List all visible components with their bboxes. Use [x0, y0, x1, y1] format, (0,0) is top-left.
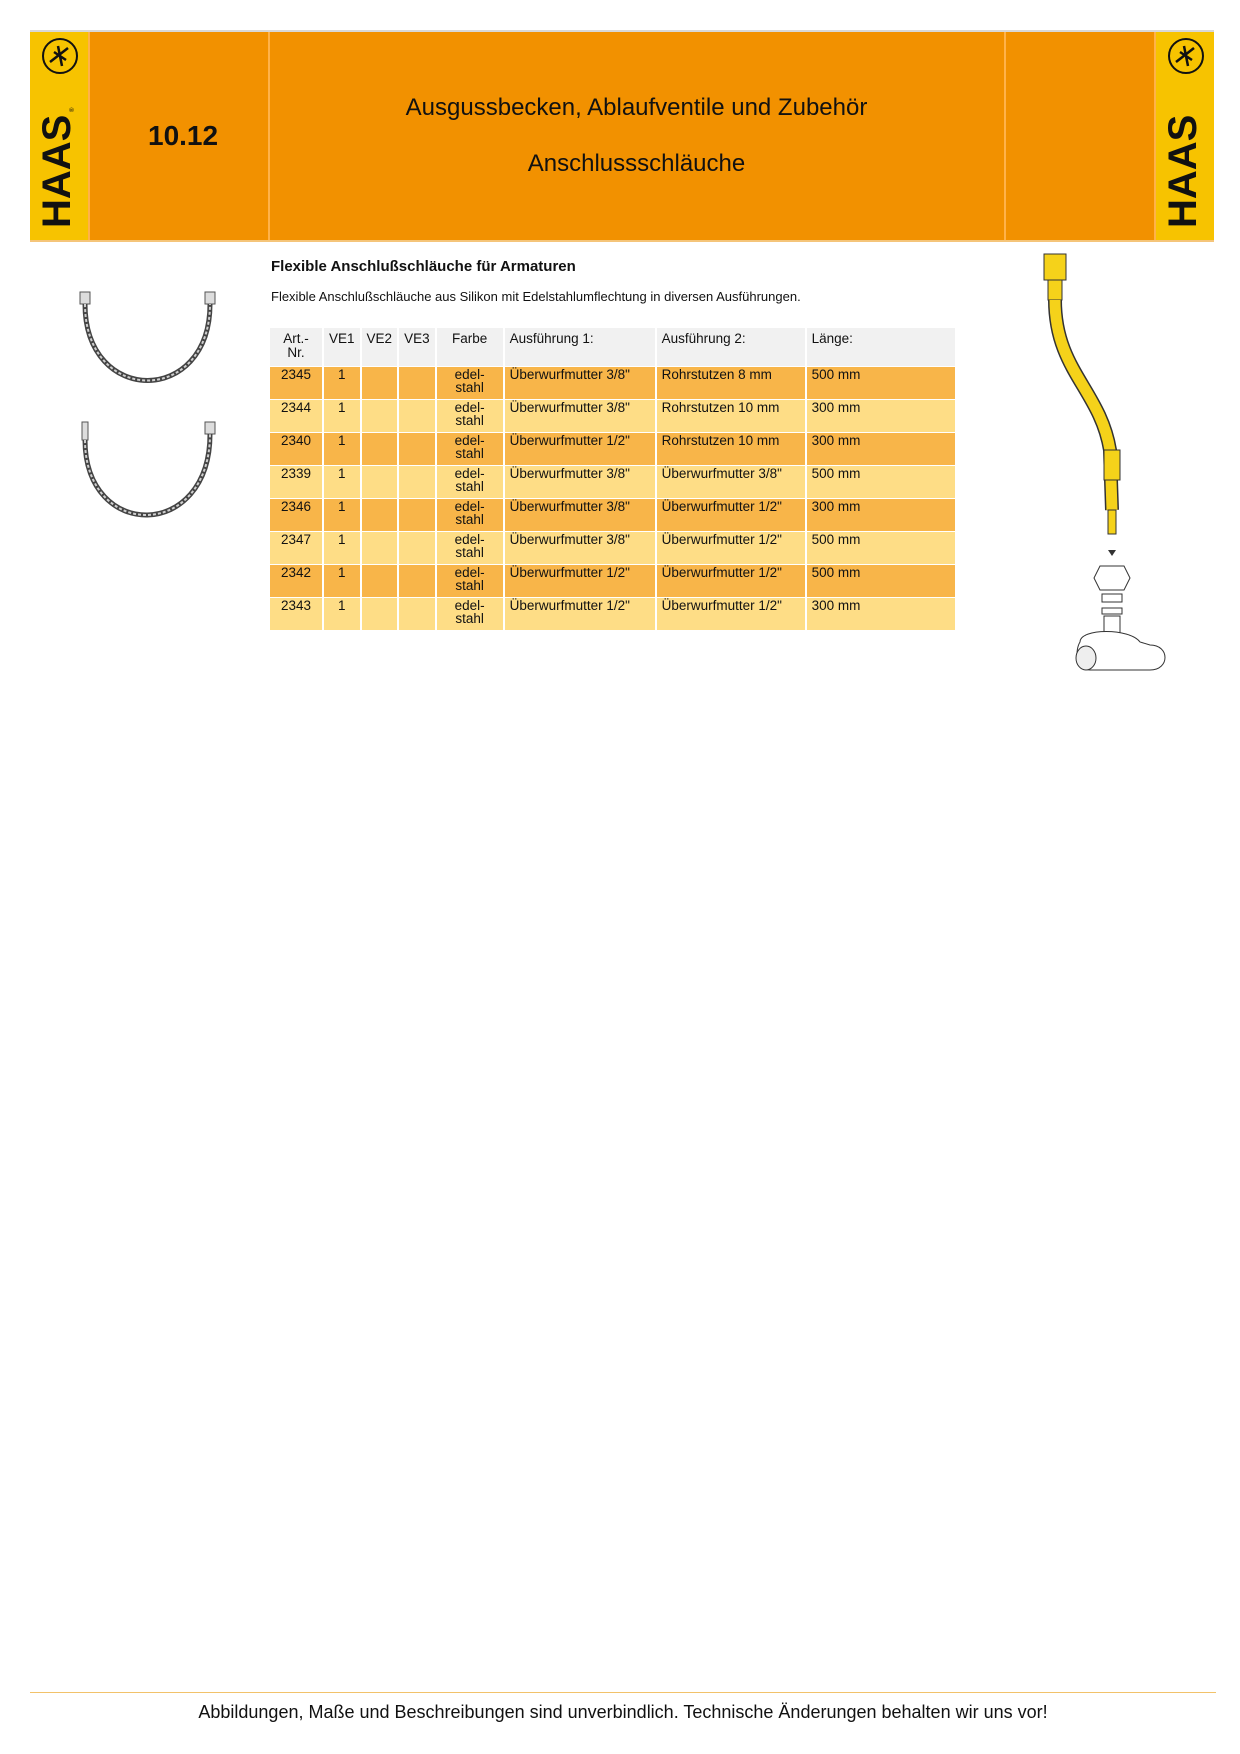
column-header: Farbe — [437, 328, 503, 366]
svg-text:HAAS: HAAS — [35, 114, 79, 228]
ve3-cell — [399, 400, 435, 432]
catalog-code: 10.12 — [148, 120, 219, 151]
execution2-cell: Rohrstutzen 8 mm — [657, 367, 805, 399]
length-cell: 300 mm — [807, 499, 955, 531]
color-cell: edel- stahl — [437, 367, 503, 399]
execution1-cell: Überwurfmutter 3/8" — [505, 367, 655, 399]
brand-logo-right — [1156, 32, 1214, 240]
ve1-cell: 1 — [324, 532, 360, 564]
color-cell: edel- stahl — [437, 400, 503, 432]
table-row — [270, 499, 955, 531]
hose-assembly-image — [1020, 250, 1200, 680]
execution1-cell: Überwurfmutter 3/8" — [505, 466, 655, 498]
color-cell: edel- stahl — [437, 565, 503, 597]
ve1-cell: 1 — [324, 466, 360, 498]
ve2-cell — [362, 598, 398, 630]
article-number-cell: 2345 — [270, 367, 322, 399]
table-row — [270, 532, 955, 564]
page-subtitle: Anschlussschläuche — [527, 150, 746, 177]
table-row — [270, 433, 955, 465]
length-cell: 500 mm — [807, 367, 955, 399]
article-number-cell: 2343 — [270, 598, 322, 630]
color-cell: edel- stahl — [437, 433, 503, 465]
section-description: Flexible Anschlußschläuche aus Silikon mit Edelstahlumflechtung in diversen Ausführungen. — [271, 289, 801, 304]
column-header: VE2 — [362, 328, 398, 366]
length-cell: 500 mm — [807, 532, 955, 564]
execution2-cell: Überwurfmutter 1/2" — [657, 532, 805, 564]
execution2-cell: Überwurfmutter 3/8" — [657, 466, 805, 498]
article-number-cell: 2340 — [270, 433, 322, 465]
execution2-cell: Überwurfmutter 1/2" — [657, 499, 805, 531]
ve2-cell — [362, 367, 398, 399]
execution2-cell: Überwurfmutter 1/2" — [657, 598, 805, 630]
page-header — [30, 30, 1214, 242]
table-row — [270, 598, 955, 630]
header-divider — [268, 32, 270, 240]
column-header: Art.- Nr. — [270, 328, 322, 366]
article-number-cell: 2339 — [270, 466, 322, 498]
ve3-cell — [399, 532, 435, 564]
ve1-cell: 1 — [324, 400, 360, 432]
ve1-cell: 1 — [324, 367, 360, 399]
article-number-cell: 2346 — [270, 499, 322, 531]
ve3-cell — [399, 466, 435, 498]
length-cell: 300 mm — [807, 598, 955, 630]
table-header-row — [270, 328, 955, 366]
length-cell: 300 mm — [807, 433, 955, 465]
ve2-cell — [362, 532, 398, 564]
hose-image-bottom — [60, 416, 240, 546]
ve2-cell — [362, 565, 398, 597]
execution1-cell: Überwurfmutter 3/8" — [505, 499, 655, 531]
ve3-cell — [399, 565, 435, 597]
execution1-cell: Überwurfmutter 3/8" — [505, 532, 655, 564]
color-cell: edel- stahl — [437, 499, 503, 531]
table-row — [270, 565, 955, 597]
column-header: Ausführung 2: — [657, 328, 805, 366]
ve2-cell — [362, 466, 398, 498]
ve3-cell — [399, 367, 435, 399]
length-cell: 500 mm — [807, 565, 955, 597]
footer-divider — [30, 1692, 1216, 1693]
ve1-cell: 1 — [324, 433, 360, 465]
hose-image-top — [60, 286, 240, 416]
table-row — [270, 400, 955, 432]
article-number-cell: 2342 — [270, 565, 322, 597]
execution1-cell: Überwurfmutter 3/8" — [505, 400, 655, 432]
ve2-cell — [362, 433, 398, 465]
spec-table-body — [270, 367, 955, 630]
length-cell: 500 mm — [807, 466, 955, 498]
ve3-cell — [399, 598, 435, 630]
section-heading: Flexible Anschlußschläuche für Armaturen — [271, 258, 576, 275]
ve2-cell — [362, 400, 398, 432]
column-header: VE3 — [399, 328, 435, 366]
header-divider — [1004, 32, 1006, 240]
execution2-cell: Rohrstutzen 10 mm — [657, 400, 805, 432]
ve3-cell — [399, 499, 435, 531]
ve3-cell — [399, 433, 435, 465]
brand-logo-left — [30, 32, 88, 240]
article-number-cell: 2344 — [270, 400, 322, 432]
execution2-cell: Überwurfmutter 1/2" — [657, 565, 805, 597]
execution1-cell: Überwurfmutter 1/2" — [505, 565, 655, 597]
length-cell: 300 mm — [807, 400, 955, 432]
table-row — [270, 367, 955, 399]
header-divider — [88, 32, 90, 240]
ve1-cell: 1 — [324, 598, 360, 630]
ve2-cell — [362, 499, 398, 531]
svg-text:HAAS: HAAS — [1161, 114, 1205, 228]
footer-disclaimer: Abbildungen, Maße und Beschreibungen sind unverbindlich. Technische Änderungen behalten wir uns vor! — [198, 1702, 1048, 1722]
column-header: Ausführung 1: — [505, 328, 655, 366]
execution1-cell: Überwurfmutter 1/2" — [505, 598, 655, 630]
execution1-cell: Überwurfmutter 1/2" — [505, 433, 655, 465]
color-cell: edel- stahl — [437, 532, 503, 564]
table-row — [270, 466, 955, 498]
column-header: VE1 — [324, 328, 360, 366]
article-number-cell: 2347 — [270, 532, 322, 564]
column-header: Länge: — [807, 328, 955, 366]
color-cell: edel- stahl — [437, 466, 503, 498]
svg-text:®: ® — [70, 107, 76, 112]
page-title: Ausgussbecken, Ablaufventile und Zubehör — [405, 94, 868, 121]
ve1-cell: 1 — [324, 499, 360, 531]
spec-table — [268, 327, 957, 631]
execution2-cell: Rohrstutzen 10 mm — [657, 433, 805, 465]
color-cell: edel- stahl — [437, 598, 503, 630]
ve1-cell: 1 — [324, 565, 360, 597]
